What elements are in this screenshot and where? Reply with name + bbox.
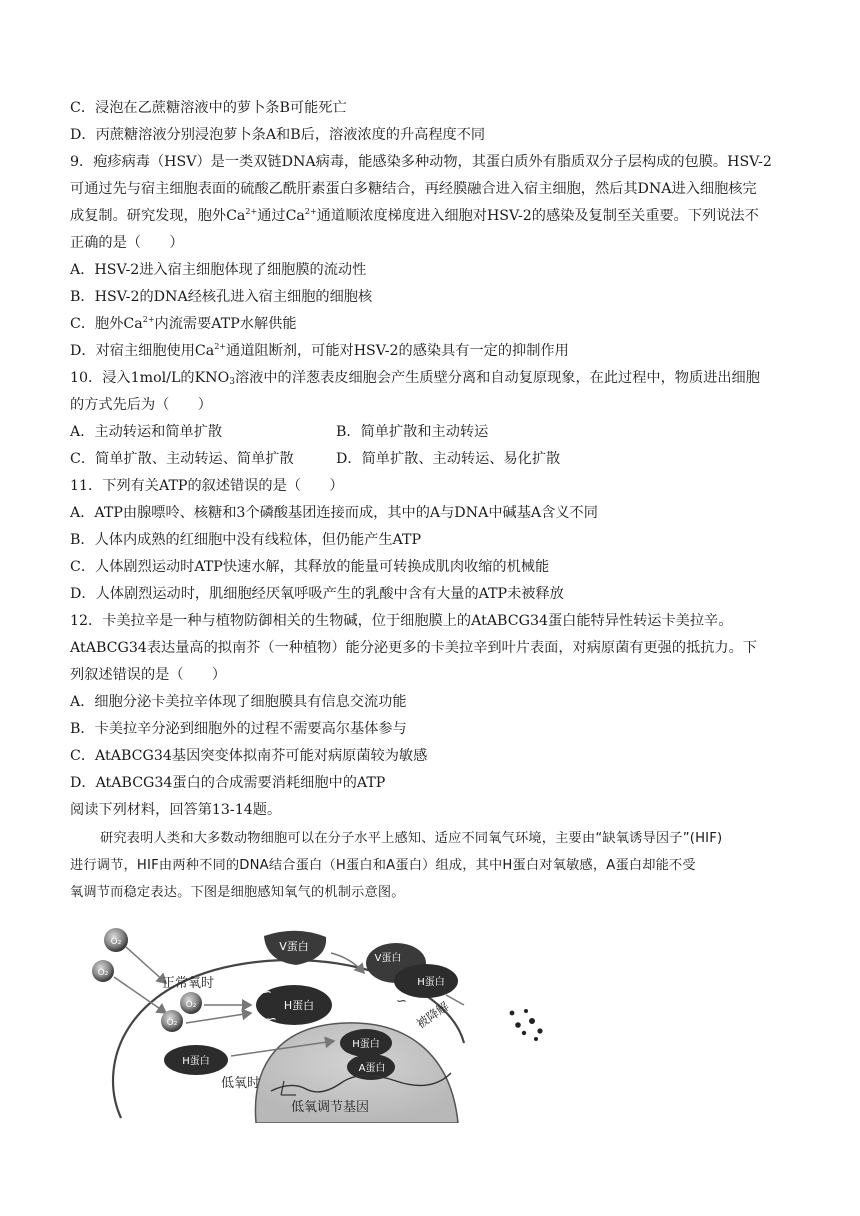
q12-option-c: C．AtABCG34基因突变体拟南芥可能对病原菌较为敏感 — [70, 748, 428, 764]
q9-stem-line-2: 可通过先与宿主细胞表面的硫酸乙酰肝素蛋白多糖结合，再经膜融合进入宿主细胞，然后其DNA进入细胞核完 — [70, 181, 757, 197]
q10-stem-line-1: 10．浸入1mol/L的$KNO_3$溶液中的洋葱表皮细胞会产生质壁分离和自动复原现象，在此过程中，物质进出细胞 — [70, 370, 760, 387]
h-protein-label: H蛋白 — [352, 1039, 380, 1050]
svg-text:∽: ∽ — [396, 994, 407, 1009]
material-line-3: 氧调节而稳定表达。下图是细胞感知氧气的机制示意图。 — [70, 885, 405, 900]
arrow — [114, 977, 166, 1013]
gene-label: 低氧调节基因 — [291, 1100, 370, 1115]
h-protein-label: H蛋白 — [182, 1056, 210, 1067]
arrow — [446, 995, 464, 1005]
svg-text:∽: ∽ — [266, 1012, 277, 1027]
h-protein-label: H蛋白 — [417, 977, 445, 988]
q10-stem-line-2: 的方式先后为（ ） — [70, 397, 212, 413]
q9-stem-line-4: 正确的是（ ） — [70, 235, 184, 251]
normal-oxygen-label: 正常氧时 — [162, 976, 215, 991]
q12-option-b: B．卡美拉辛分泌到细胞外的过程不需要高尔基体参与 — [70, 721, 407, 737]
a-protein-label: A蛋白 — [358, 1063, 386, 1074]
oxygen-sensing-diagram — [66, 913, 466, 1123]
material-line-2: 进行调节，HIF由两种不同的DNA结合蛋白（H蛋白和A蛋白）组成，其中H蛋白对氧敏感，A蛋白却能不受 — [70, 858, 696, 873]
q12-stem-line-1: 12．卡美拉辛是一种与植物防御相关的生物碱，位于细胞膜上的AtABCG34蛋白能特异性转运卡美拉辛。 — [70, 613, 733, 629]
q10-option-d: D．简单扩散、主动转运、易化扩散 — [336, 451, 561, 467]
q8-option-d: D．丙蔗糖溶液分别浸泡萝卜条A和B后，溶液浓度的升高程度不同 — [70, 127, 486, 143]
o2-label: O₂ — [166, 1018, 178, 1028]
q12-stem-line-2: AtABCG34表达量高的拟南芥（一种植物）能分泌更多的卡美拉辛到叶片表面，对病原菌有更强的抵抗力。下 — [70, 640, 757, 656]
o2-molecule — [161, 1010, 183, 1032]
q12-option-d: D．AtABCG34蛋白的合成需要消耗细胞中的ATP — [70, 775, 386, 791]
q11-option-a: A．ATP由腺嘌呤、核糖和3个磷酸基团连接而成，其中的A与DNA中碱基A含义不同 — [70, 505, 598, 521]
q9-option-d: D．对宿主细胞使用$Ca^{2+}$通道阻断剂，可能对HSV-2的感染具有一定的抑制作用 — [70, 342, 569, 359]
material-line-1: 研究表明人类和大多数动物细胞可以在分子水平上感知、适应不同氧气环境，主要由“缺氧诱导因子”(HIF) — [100, 831, 723, 846]
q9-option-b: B．HSV-2的DNA经核孔进入宿主细胞的细胞核 — [70, 289, 373, 305]
h-protein — [164, 1045, 228, 1075]
q8-option-c: C．浸泡在乙蔗糖溶液中的萝卜条B可能死亡 — [70, 100, 347, 116]
q11-option-d: D．人体剧烈运动时，肌细胞经厌氧呼吸产生的乳酸中含有大量的ATP未被释放 — [70, 586, 564, 602]
q10-option-c: C．简单扩散、主动转运、简单扩散 — [70, 451, 294, 467]
degraded-fragments — [506, 1003, 550, 1043]
v-protein-label: V蛋白 — [279, 940, 309, 953]
degraded-label: 被降解 — [413, 999, 452, 1032]
h-protein — [256, 985, 332, 1027]
o2-molecule — [92, 960, 114, 982]
v-h-complex — [366, 943, 458, 1009]
q11-stem: 11．下列有关ATP的叙述错误的是（ ） — [70, 478, 344, 494]
q9-stem-line-3: 成复制。研究发现，胞外$Ca^{2+}$通过$Ca^{2+}$通道顺浓度梯度进入细胞对HSV-2的感染及复制至关重要。下列说法不 — [70, 207, 759, 224]
q10-option-b: B．简单扩散和主动转运 — [336, 424, 489, 440]
arrow — [126, 947, 166, 983]
q9-stem-line-1: 9．疱疹病毒（HSV）是一类双链DNA病毒，能感染多种动物，其蛋白质外有脂质双分子层构成的包膜。HSV-2 — [70, 154, 772, 170]
q12-option-a: A．细胞分泌卡美拉辛体现了细胞膜具有信息交流功能 — [70, 694, 407, 710]
diagram-svg — [66, 913, 466, 1123]
low-oxygen-label: 低氧时 — [221, 1076, 261, 1091]
q11-option-c: C．人体剧烈运动时ATP快速水解，其释放的能量可转换成肌肉收缩的机械能 — [70, 559, 550, 575]
arrow — [186, 1013, 251, 1023]
q11-option-b: B．人体内成熟的红细胞中没有线粒体，但仍能产生ATP — [70, 532, 422, 548]
q9-option-a: A．HSV-2进入宿主细胞体现了细胞膜的流动性 — [70, 262, 367, 278]
svg-text:∽: ∽ — [261, 985, 272, 1000]
q10-option-a: A．主动转运和简单扩散 — [70, 424, 223, 440]
o2-label: O₂ — [110, 937, 122, 947]
q12-stem-line-3: 列叙述错误的是（ ） — [70, 667, 227, 683]
q9-option-c: C．胞外$Ca^{2+}$内流需要ATP水解供能 — [70, 315, 297, 332]
o2-label: O₂ — [97, 968, 109, 978]
o2-molecule — [180, 992, 202, 1014]
o2-molecule — [104, 928, 128, 952]
o2-label: O₂ — [185, 1000, 197, 1010]
h-protein-label: H蛋白 — [283, 999, 315, 1012]
v-protein-label: V蛋白 — [374, 953, 402, 964]
reading-instruction: 阅读下列材料，回答第13-14题。 — [70, 802, 282, 818]
